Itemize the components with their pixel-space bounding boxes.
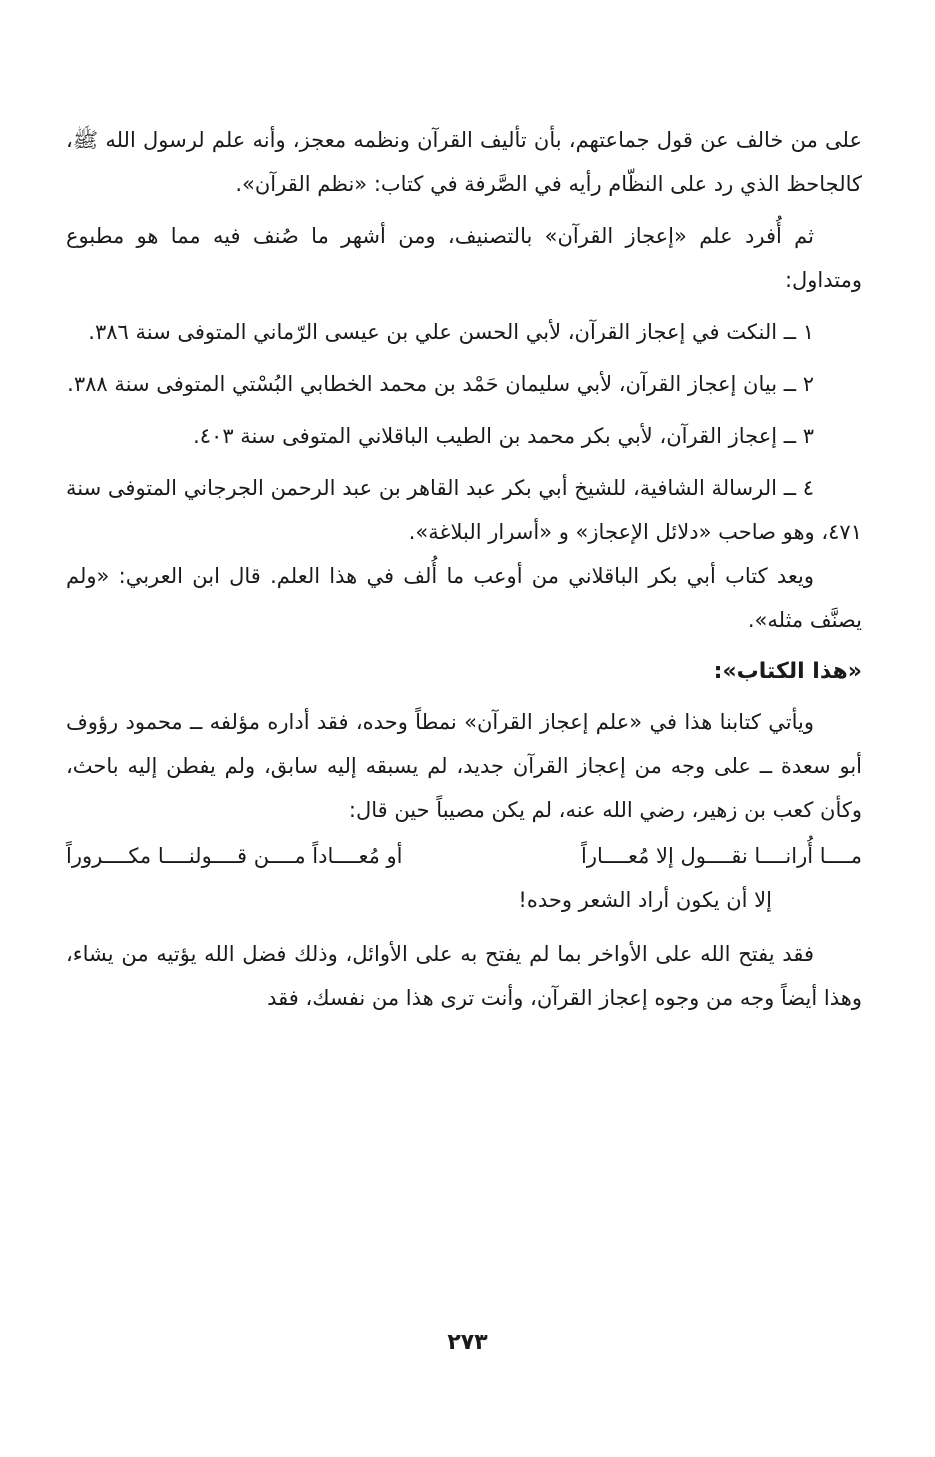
- list-item-1: ١ ــ النكت في إعجاز القرآن، لأبي الحسن علي بن عيسى الرّماني المتوفى سنة ٣٨٦.: [88, 320, 814, 344]
- list-item-3: ٣ ــ إعجاز القرآن، لأبي بكر محمد بن الطيب الباقلاني المتوفى سنة ٤٠٣.: [193, 424, 814, 448]
- paragraph-afrad: ثم أُفرد علم «إعجاز القرآن» بالتصنيف، ومن أشهر ما صُنف فيه مما هو مطبوع ومتداول:: [66, 224, 862, 292]
- list-item-2: ٢ ــ بيان إعجاز القرآن، لأبي سليمان حَمْد بن محمد الخطابي البُسْتي المتوفى سنة ٣٨٨.: [67, 372, 814, 396]
- list-item-4: ٤ ــ الرسالة الشافية، للشيخ أبي بكر عبد القاهر بن عبد الرحمن الجرجاني المتوفى سنة ٤٧١، وهو صاحب «دلائل الإعجاز» و «أسرار البلاغة».: [66, 476, 862, 544]
- section-heading: «هذا الكتاب»:: [713, 659, 862, 684]
- verse-second-hemistich: أو مُعــــاداً مــــن قــــولنــــا مكــــروراً: [66, 844, 403, 868]
- body-text: [66, 118, 862, 1020]
- paragraph-faqad: فقد يفتح الله على الأواخر بما لم يفتح به على الأوائل، وذلك فضل الله يؤتيه من يشاء، وهذا أيضاً وجه من وجوه إعجاز القرآن، وأنت ترى هذا من نفسك، فقد: [66, 942, 862, 1010]
- poem-verse: [66, 834, 862, 878]
- verse-note: إلا أن يكون أراد الشعر وحده!: [518, 888, 772, 912]
- page-number: ٢٧٣: [447, 1330, 488, 1355]
- paragraph-yati: ويأتي كتابنا هذا في «علم إعجاز القرآن» نمطاً وحده، فقد أداره مؤلفه ــ محمود رؤوف أبو سعدة ــ على وجه من إعجاز القرآن جديد، لم يسبقه إليه سابق، ولم يفطن إليه باحث، وكأن كعب بن زهير، رضي الله عنه، لم يكن مصيباً حين قال:: [66, 710, 862, 822]
- paragraph-yuad: ويعد كتاب أبي بكر الباقلاني من أوعب ما أُلف في هذا العلم. قال ابن العربي: «ولم يصنَّف مثله».: [66, 564, 862, 632]
- paragraph-intro: على من خالف عن قول جماعتهم، بأن تأليف القرآن ونظمه معجز، وأنه علم لرسول الله ﷺ، كالجاحظ الذي رد على النظّام رأيه في الصَّرفة في كتاب: «نظم القرآن».: [66, 128, 862, 196]
- verse-first-hemistich: مــــا أُرانــــا نقــــول إلا مُعــــاراً: [581, 844, 862, 868]
